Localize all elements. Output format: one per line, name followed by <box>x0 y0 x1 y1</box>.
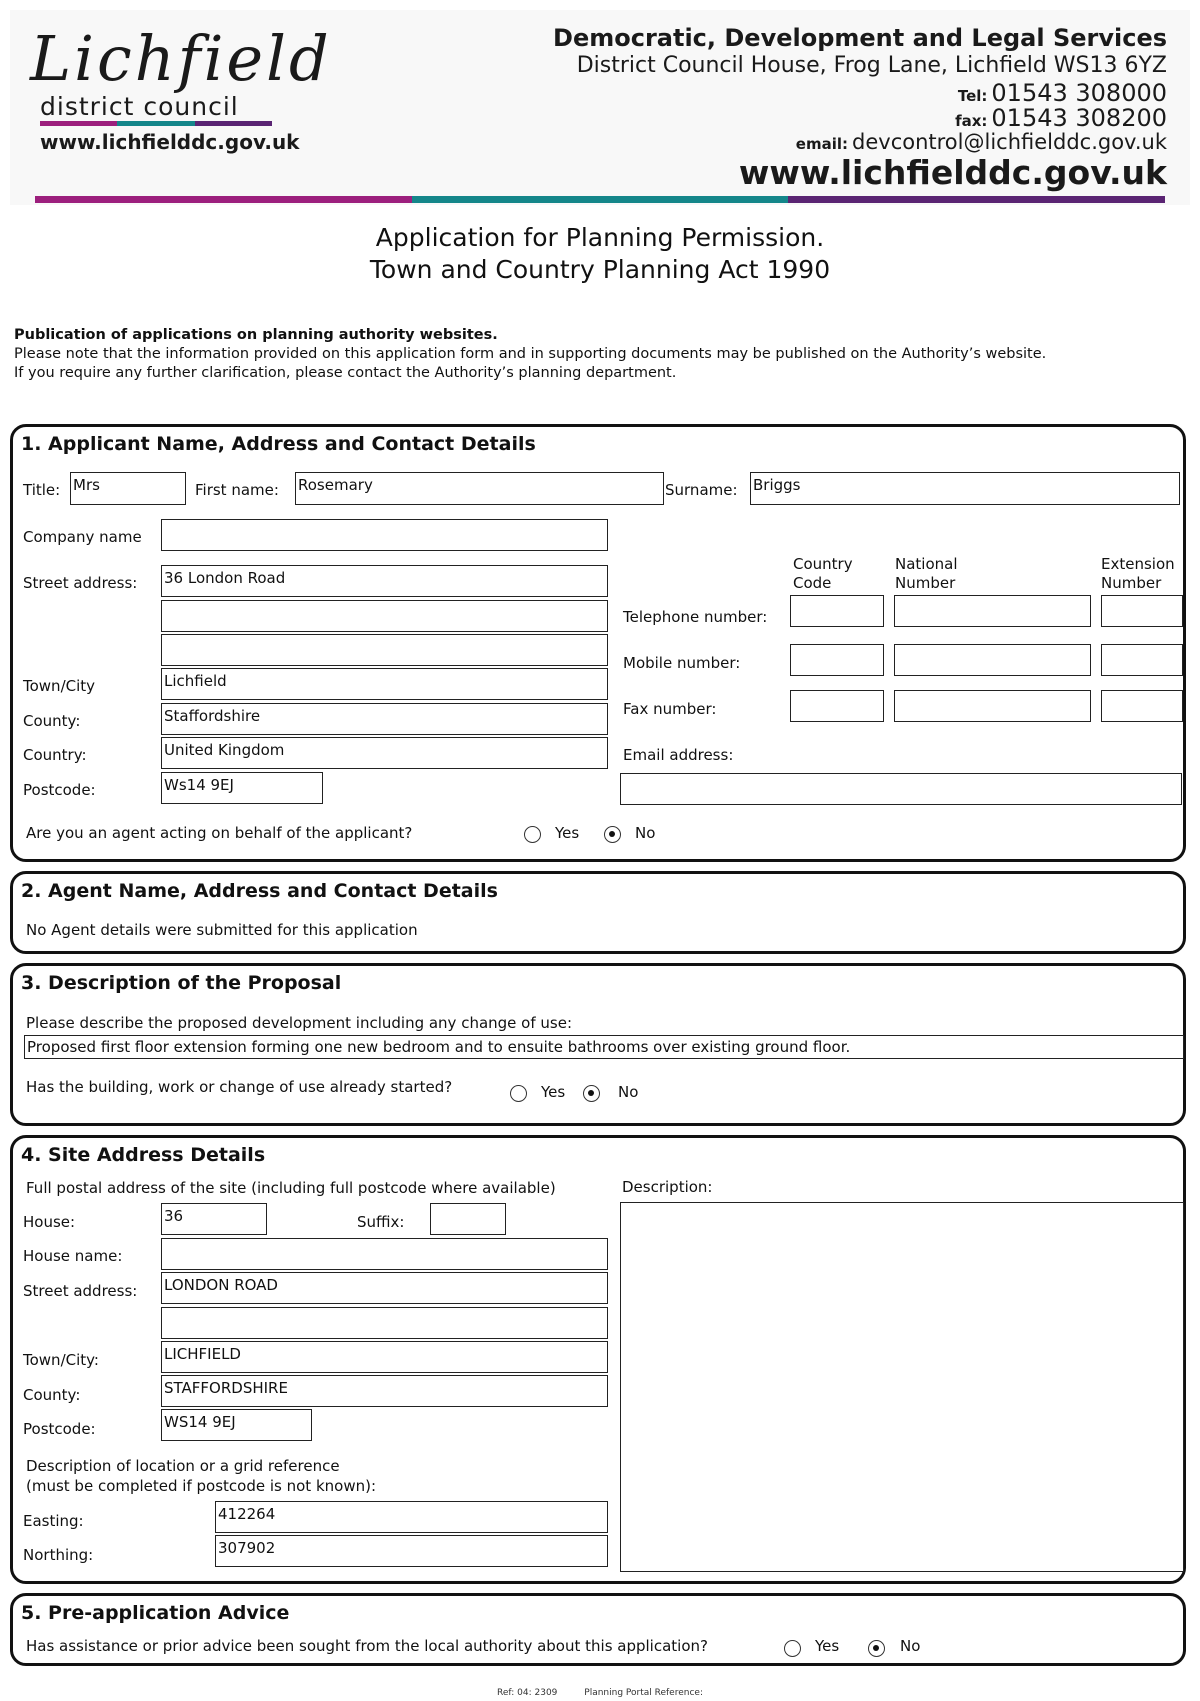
work-started-yes-label: Yes <box>541 1083 566 1101</box>
agent-no-label: No <box>635 824 656 842</box>
agent-yes-radio[interactable] <box>524 826 541 843</box>
work-started-question: Has the building, work or change of use already started? <box>26 1078 453 1096</box>
fax-country-code-field[interactable] <box>790 690 884 722</box>
email-value: devcontrol@lichfielddc.gov.uk <box>852 130 1167 154</box>
fax-line <box>955 104 1167 132</box>
title-line-1: Application for Planning Permission. <box>375 223 825 252</box>
council-address: District Council House, Frog Lane, Lichfield WS13 6YZ <box>576 53 1167 78</box>
street-field-2[interactable] <box>161 600 608 632</box>
section-site-address <box>10 1135 1186 1584</box>
postcode-field[interactable]: Ws14 9EJ <box>161 772 323 804</box>
location-description-line-2: (must be completed if postcode is not known): <box>26 1477 376 1495</box>
tel-label: Tel: <box>957 87 988 105</box>
postcode-label: Postcode: <box>23 781 96 799</box>
section-1-title: 1. Applicant Name, Address and Contact Details <box>21 433 536 455</box>
house-name-field[interactable] <box>161 1238 608 1270</box>
surname-field[interactable]: Briggs <box>750 472 1180 505</box>
section-pre-application <box>10 1593 1186 1666</box>
section-proposal <box>10 963 1186 1126</box>
pre-application-yes-radio[interactable] <box>784 1640 801 1657</box>
section-5-title: 5. Pre-application Advice <box>21 1602 290 1624</box>
site-county-label: County: <box>23 1386 81 1404</box>
fax-extension-field[interactable] <box>1101 690 1183 722</box>
site-street-field-2[interactable] <box>161 1307 608 1339</box>
easting-label: Easting: <box>23 1512 84 1530</box>
town-field[interactable]: Lichfield <box>161 668 608 700</box>
country-label: Country: <box>23 746 87 764</box>
mobile-national-field[interactable] <box>894 644 1091 676</box>
footer-portal-reference: Planning Portal Reference: <box>584 1688 703 1698</box>
site-town-label: Town/City: <box>23 1351 99 1369</box>
street-label: Street address: <box>23 574 138 592</box>
publication-heading: Publication of applications on planning authority websites. <box>14 327 498 343</box>
location-description-line-1: Description of location or a grid reference <box>26 1457 340 1475</box>
proposal-description-field[interactable]: Proposed first floor extension forming one new bedroom and to ensuite bathrooms over existing ground floor. <box>24 1035 1184 1059</box>
fax-value: 01543 308200 <box>991 104 1167 132</box>
pre-application-no-label: No <box>900 1637 921 1655</box>
department-name: Democratic, Development and Legal Services <box>553 24 1167 52</box>
northing-label: Northing: <box>23 1546 94 1564</box>
extension-number-header: Extension Number <box>1101 555 1175 592</box>
house-field[interactable]: 36 <box>161 1203 267 1235</box>
work-started-no-radio[interactable] <box>583 1085 600 1102</box>
tel-value: 01543 308000 <box>991 79 1167 107</box>
site-postcode-label: Postcode: <box>23 1420 96 1438</box>
first-name-field[interactable]: Rosemary <box>295 472 664 505</box>
site-description-label: Description: <box>622 1178 713 1196</box>
section-4-title: 4. Site Address Details <box>21 1144 266 1166</box>
country-code-header: Country Code <box>793 555 853 592</box>
suffix-field[interactable] <box>430 1203 506 1235</box>
footer-reference: Ref: 04: 2309 <box>497 1688 558 1698</box>
company-label: Company name <box>23 528 142 546</box>
title-field[interactable]: Mrs <box>70 472 186 505</box>
section-2-title: 2. Agent Name, Address and Contact Details <box>21 880 498 902</box>
header-color-bar <box>35 196 1165 203</box>
title-label: Title: <box>23 481 61 499</box>
page-footer <box>0 1688 1200 1698</box>
agent-question: Are you an agent acting on behalf of the applicant? <box>26 824 413 842</box>
fax-label: fax: <box>955 112 988 130</box>
house-name-label: House name: <box>23 1247 123 1265</box>
county-field[interactable]: Staffordshire <box>161 703 608 735</box>
site-postcode-field[interactable]: WS14 9EJ <box>161 1409 312 1441</box>
site-town-field[interactable]: LICHFIELD <box>161 1341 608 1373</box>
mobile-country-code-field[interactable] <box>790 644 884 676</box>
document-title <box>0 222 1200 286</box>
house-label: House: <box>23 1213 76 1231</box>
logo-url: www.lichfielddc.gov.uk <box>40 130 300 154</box>
national-number-header: National Number <box>895 555 958 592</box>
site-address-intro: Full postal address of the site (including full postcode where available) <box>26 1179 556 1197</box>
work-started-no-label: No <box>618 1083 639 1101</box>
street-field-1[interactable]: 36 London Road <box>161 565 608 597</box>
agent-yes-label: Yes <box>555 824 580 842</box>
site-description-field[interactable] <box>620 1202 1184 1572</box>
telephone-national-field[interactable] <box>894 595 1091 627</box>
email-address-label: Email address: <box>623 746 734 764</box>
section-applicant <box>10 424 1186 862</box>
telephone-country-code-field[interactable] <box>790 595 884 627</box>
suffix-label: Suffix: <box>357 1213 405 1231</box>
mobile-extension-field[interactable] <box>1101 644 1183 676</box>
fax-number-label: Fax number: <box>623 700 717 718</box>
council-logo-wordmark: Lichfield <box>30 22 332 95</box>
logo-color-bars <box>40 121 272 126</box>
pre-application-question: Has assistance or prior advice been sought from the local authority about this application? <box>26 1637 708 1655</box>
work-started-yes-radio[interactable] <box>510 1085 527 1102</box>
pre-application-yes-label: Yes <box>815 1637 840 1655</box>
town-label: Town/City <box>23 677 96 695</box>
no-agent-text: No Agent details were submitted for this application <box>26 921 418 939</box>
telephone-extension-field[interactable] <box>1101 595 1183 627</box>
email-address-field[interactable] <box>620 773 1182 805</box>
agent-no-radio[interactable] <box>604 826 621 843</box>
street-field-3[interactable] <box>161 634 608 666</box>
telephone-label: Telephone number: <box>623 608 768 626</box>
fax-national-field[interactable] <box>894 690 1091 722</box>
site-street-field-1[interactable]: LONDON ROAD <box>161 1272 608 1304</box>
publication-notice <box>14 326 1046 383</box>
northing-field[interactable]: 307902 <box>215 1535 608 1567</box>
email-label: email: <box>795 135 849 153</box>
first-name-label: First name: <box>195 481 279 499</box>
proposal-prompt: Please describe the proposed development including any change of use: <box>26 1014 573 1032</box>
website: www.lichfielddc.gov.uk <box>738 153 1167 192</box>
easting-field[interactable]: 412264 <box>215 1501 608 1533</box>
council-logo-subtitle: district council <box>40 92 239 121</box>
surname-label: Surname: <box>665 481 738 499</box>
county-label: County: <box>23 712 81 730</box>
publication-line-1: Please note that the information provided on this application form and in supporting documents may be published on the Authority’s website. <box>14 346 1047 362</box>
email-line <box>796 130 1167 154</box>
title-line-2: Town and Country Planning Act 1990 <box>369 255 831 284</box>
publication-line-2: If you require any further clarification, please contact the Authority’s planning department. <box>14 365 677 381</box>
company-field[interactable] <box>161 519 608 551</box>
section-3-title: 3. Description of the Proposal <box>21 972 342 994</box>
telephone-line <box>958 79 1167 107</box>
site-county-field[interactable]: STAFFORDSHIRE <box>161 1375 608 1407</box>
section-agent <box>10 871 1186 954</box>
pre-application-no-radio[interactable] <box>868 1640 885 1657</box>
country-field[interactable]: United Kingdom <box>161 737 608 769</box>
mobile-label: Mobile number: <box>623 654 741 672</box>
site-street-label: Street address: <box>23 1282 138 1300</box>
